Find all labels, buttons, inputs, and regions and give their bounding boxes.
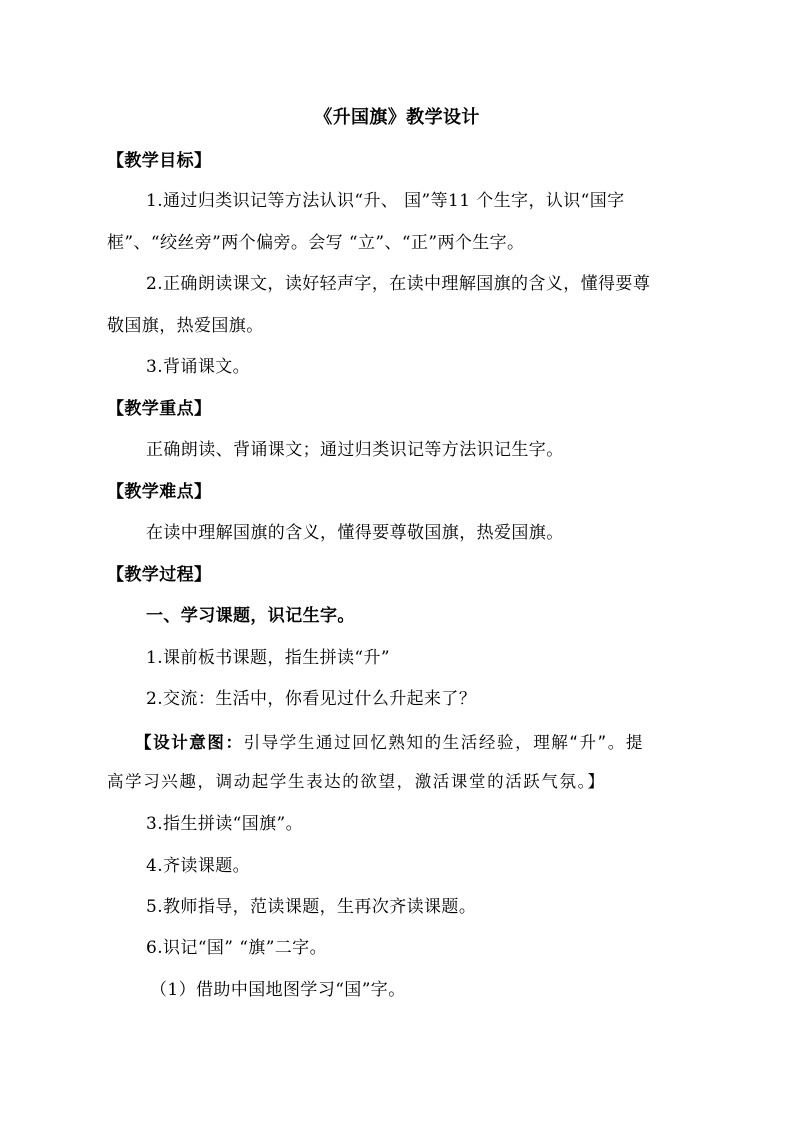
document-title: 《升国旗》教学设计 [314,107,480,128]
goal-item-1-line-2: 框”、“绞丝旁”两个偏旁。会写 “立”、“正”两个生字。 [107,233,525,253]
difficulties-text: 在读中理解国旗的含义，懂得要尊敬国旗，热爱国旗。 [146,523,564,543]
design-intent-line-1 [135,733,644,753]
goals-heading: 【教学目标】 [107,151,212,171]
process-part-1-title: 一、学习课题，识记生字。 [146,606,355,626]
process-step-1: 1.课前板书课题，指生拼读“升” [146,648,391,668]
process-step-3: 3.指生拼读“国旗”。 [146,814,304,834]
design-intent-line-2: 高学习兴趣，调动起学生表达的欲望，激活课堂的活跃气氛。】 [107,772,606,791]
difficulties-heading: 【教学难点】 [107,482,212,502]
process-step-5: 5.教师指导，范读课题，生再次齐读课题。 [146,897,477,917]
process-step-2: 2.交流：生活中，你看见过什么升起来了？ [146,689,477,709]
goal-item-3: 3.背诵课文。 [146,357,251,377]
process-step-4: 4.齐读课题。 [146,856,251,876]
goal-item-2-line-1: 2.正确朗读课文，读好轻声字，在读中理解国旗的含义，懂得要尊 [146,274,651,294]
goal-item-1-line-1: 1.通过归类识记等方法认识“升、 国”等11 个生字，认识“国字 [146,191,625,211]
process-step-6-sub-1: （1）借助中国地图学习“国”字。 [150,980,406,1000]
key-points-heading: 【教学重点】 [107,399,212,419]
design-intent-text-1: 引导学生通过回忆熟知的生活经验，理解“升”。提 [243,733,645,752]
key-points-text: 正确朗读、背诵课文；通过归类识记等方法识记生字。 [146,440,564,460]
process-heading: 【教学过程】 [107,565,212,585]
process-step-6: 6.识记“国” “旗”二字。 [146,938,327,958]
design-intent-label: 【设计意图： [135,733,244,752]
goal-item-2-line-2: 敬国旗，热爱国旗。 [107,316,264,336]
